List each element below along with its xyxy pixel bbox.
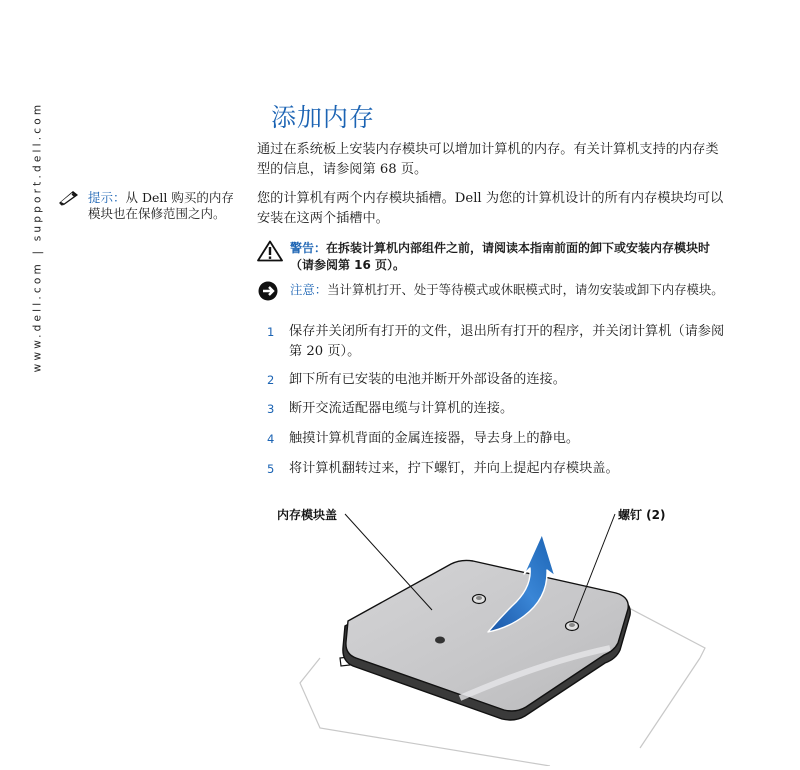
warning-text: 在拆装计算机内部组件之前，请阅读本指南前面的卸下或安装内存模块时（请参阅第 16 页）。 [290, 241, 711, 272]
screw-icon [473, 595, 486, 604]
notice-note [257, 281, 727, 305]
sidebar-url-text: www.dell.com | support.dell.com [31, 101, 43, 373]
notice-text: 当计算机打开、处于等待模式或休眠模式时，请勿安装或卸下内存模块。 [327, 282, 724, 297]
step-text: 触摸计算机背面的金属连接器，导去身上的静电。 [289, 431, 580, 446]
cover-callout-label: 内存模块盖 [277, 508, 338, 522]
sidebar-url [27, 101, 47, 373]
step-item [257, 399, 727, 419]
step-item [257, 322, 727, 362]
step-item [257, 429, 727, 449]
tip-note [58, 190, 238, 222]
step-number: 5 [267, 462, 275, 476]
step-item [257, 370, 727, 390]
notice-label: 注意： [290, 282, 328, 297]
tip-text: 从 Dell 购买的内存模块也在保修范围之内。 [88, 190, 234, 221]
intro-paragraph: 通过在系统板上安装内存模块可以增加计算机的内存。有关计算机支持的内存类型的信息，请参阅第 68 页。 [257, 142, 719, 177]
page-title: 添加内存 [271, 103, 376, 132]
screw-icon [566, 622, 579, 631]
step-number: 1 [267, 325, 275, 339]
step-text: 断开交流适配器电缆与计算机的连接。 [289, 401, 514, 416]
cover-center-hole [435, 637, 445, 644]
step-number: 2 [267, 373, 275, 387]
memory-cover-illustration [260, 498, 720, 766]
step-number: 4 [267, 432, 275, 446]
warning-triangle-icon [257, 240, 290, 274]
memory-cover-figure [260, 498, 720, 766]
tip-text-block [82, 190, 238, 222]
step-number: 3 [267, 402, 275, 416]
warning-label: 警告： [290, 241, 327, 255]
step-text: 保存并关闭所有打开的文件，退出所有打开的程序，并关闭计算机（请参阅第 20 页）。 [289, 324, 725, 359]
step-item [257, 459, 727, 479]
step-text: 卸下所有已安装的电池并断开外部设备的连接。 [289, 372, 566, 387]
slots-paragraph: 您的计算机有两个内存模块插槽。Dell 为您的计算机设计的所有内存模块均可以安装在这两个插槽中。 [257, 191, 724, 226]
tip-label: 提示： [88, 190, 126, 205]
screws-callout-label: 螺钉 (2) [618, 508, 666, 522]
cover-leader-line [345, 514, 432, 610]
notice-stop-icon [257, 281, 290, 305]
step-text: 将计算机翻转过来，拧下螺钉，并向上提起内存模块盖。 [289, 461, 619, 476]
pencil-note-icon [58, 190, 82, 222]
warning-note [257, 240, 727, 274]
